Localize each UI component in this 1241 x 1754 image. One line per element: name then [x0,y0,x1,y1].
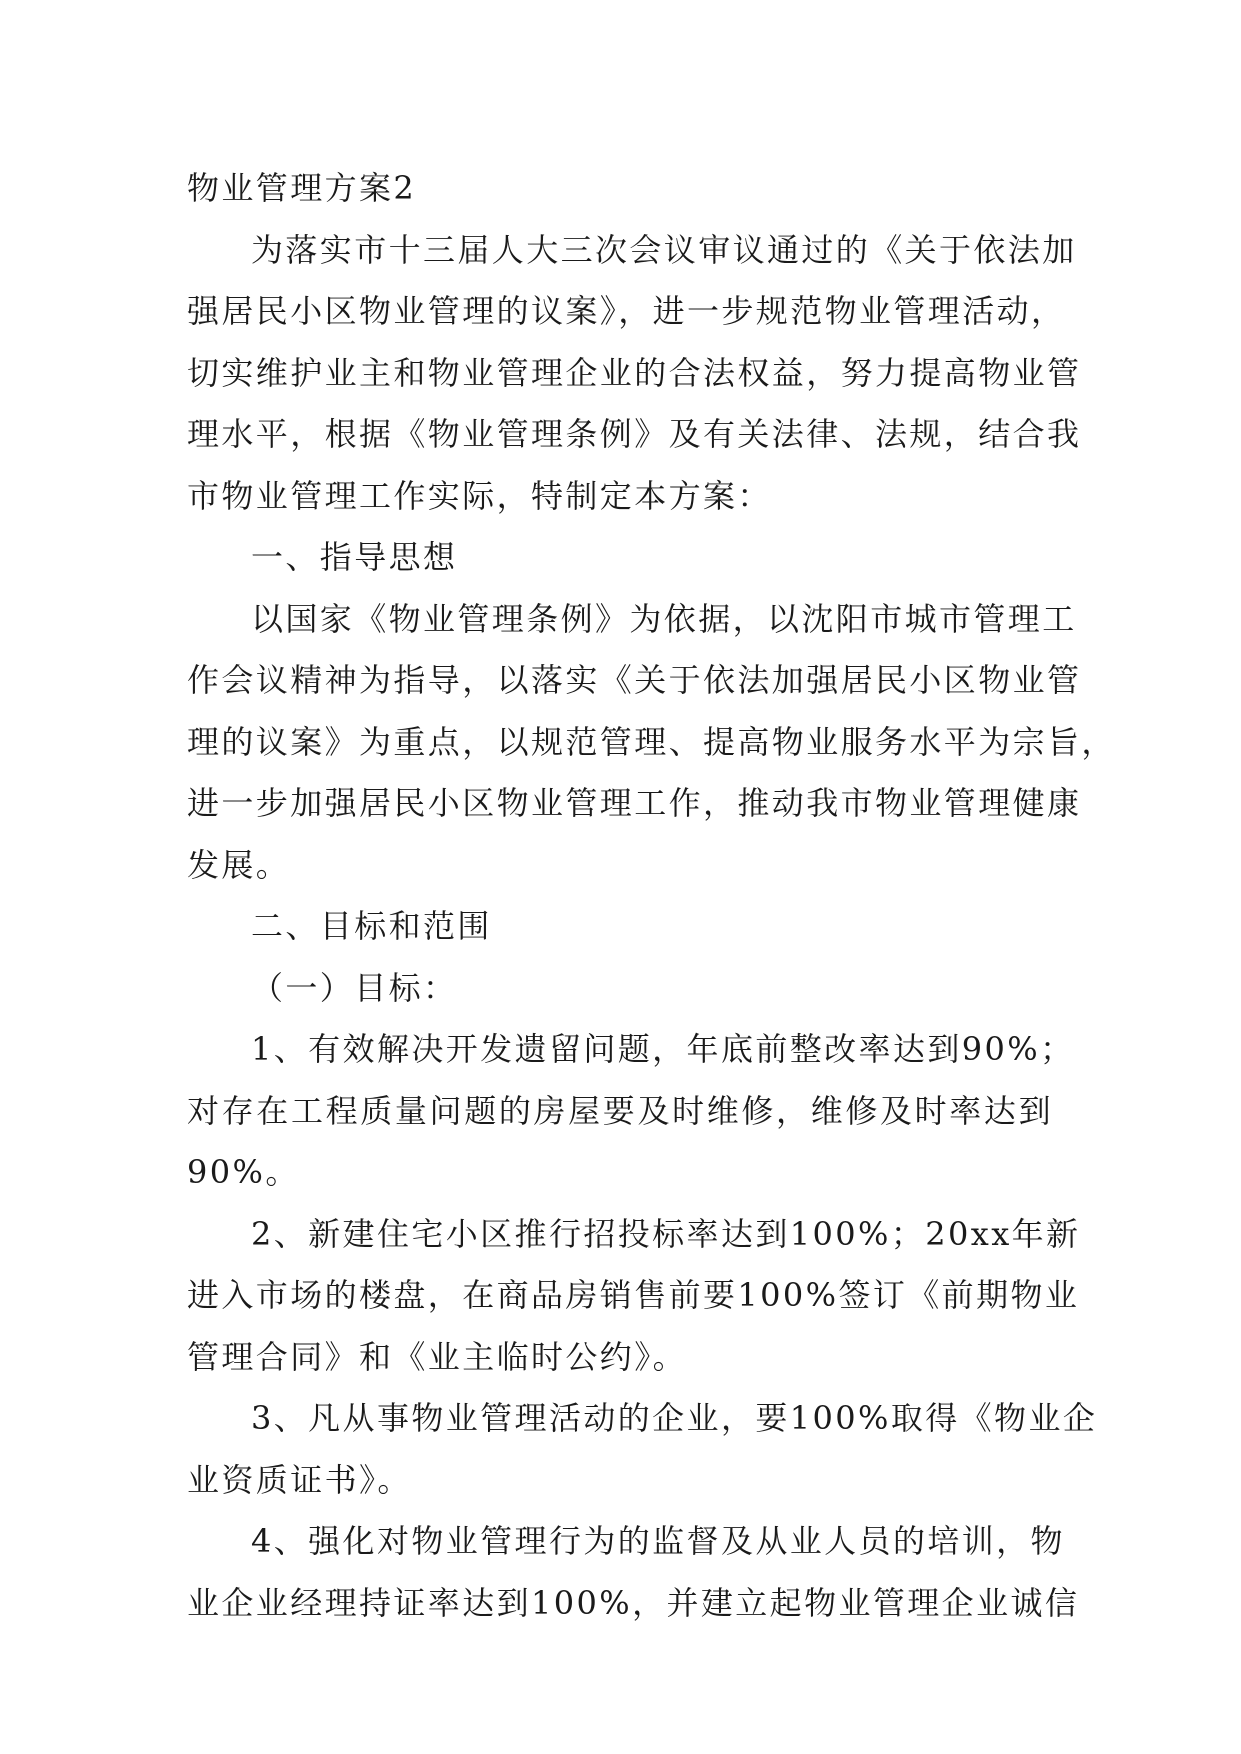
section-heading-guiding-ideology [187,527,1053,589]
paragraph-line: 2、新建住宅小区推行招投标率达到100%；20xx年新 [251,1214,1081,1253]
paragraph-line: 以国家《物业管理条例》为依据，以沈阳市城市管理工 [251,599,1077,638]
paragraph-line: 进入市场的楼盘，在商品房销售前要100%签订《前期物业 [187,1276,1080,1314]
paragraph-line: 4、强化对物业管理行为的监督及从业人员的培训，物 [251,1522,1065,1560]
heading-line: （一）目标： [251,968,458,1007]
subheading-goals [187,958,1053,1020]
paragraph-line: 为落实市十三届人大三次会议审议通过的《关于依法加 [251,230,1077,269]
document-title: 物业管理方案2 [187,169,417,207]
paragraph-line: 90%。 [187,1153,300,1191]
goal-item-2 [187,1204,1081,1389]
document-body [187,158,1116,1634]
paragraph-line: 市物业管理工作实际，特制定本方案： [187,476,772,515]
paragraph-line: 业资质证书》。 [187,1460,412,1499]
section-heading-goals-scope [187,896,1053,958]
paragraph-line: 业企业经理持证率达到100%，并建立起物业管理企业诚信 [187,1583,1080,1622]
paragraph-guiding-ideology [187,589,1116,897]
paragraph-line: 理的议案》为重点，以规范管理、提高物业服务水平为宗旨， [187,722,1116,761]
goal-item-4 [187,1511,1080,1634]
paragraph-line: 3、凡从事物业管理活动的企业，要100%取得《物业企 [251,1399,1098,1437]
goal-item-1 [187,1019,1075,1204]
paragraph-line: 发展。 [187,845,291,884]
paragraph-line: 管理合同》和《业主临时公约》。 [187,1337,688,1376]
paragraph-line: 1、有效解决开发遗留问题，年底前整改率达到90%； [251,1030,1075,1068]
goal-item-3 [187,1388,1098,1511]
paragraph-preamble [187,220,1082,528]
paragraph-line: 对存在工程质量问题的房屋要及时维修，维修及时率达到 [187,1091,1053,1130]
heading-line: 一、指导思想 [251,538,458,576]
paragraph-line: 强居民小区物业管理的议案》，进一步规范物业管理活动， [187,292,1066,330]
paragraph-line: 作会议精神为指导，以落实《关于依法加强居民小区物业管 [187,661,1082,699]
paragraph-line: 切实维护业主和物业管理企业的合法权益，努力提高物业管 [187,353,1082,392]
paragraph-line: 理水平，根据《物业管理条例》及有关法律、法规，结合我 [187,415,1082,453]
heading-line: 二、目标和范围 [251,907,492,945]
paragraph-line: 进一步加强居民小区物业管理工作，推动我市物业管理健康 [187,784,1082,822]
